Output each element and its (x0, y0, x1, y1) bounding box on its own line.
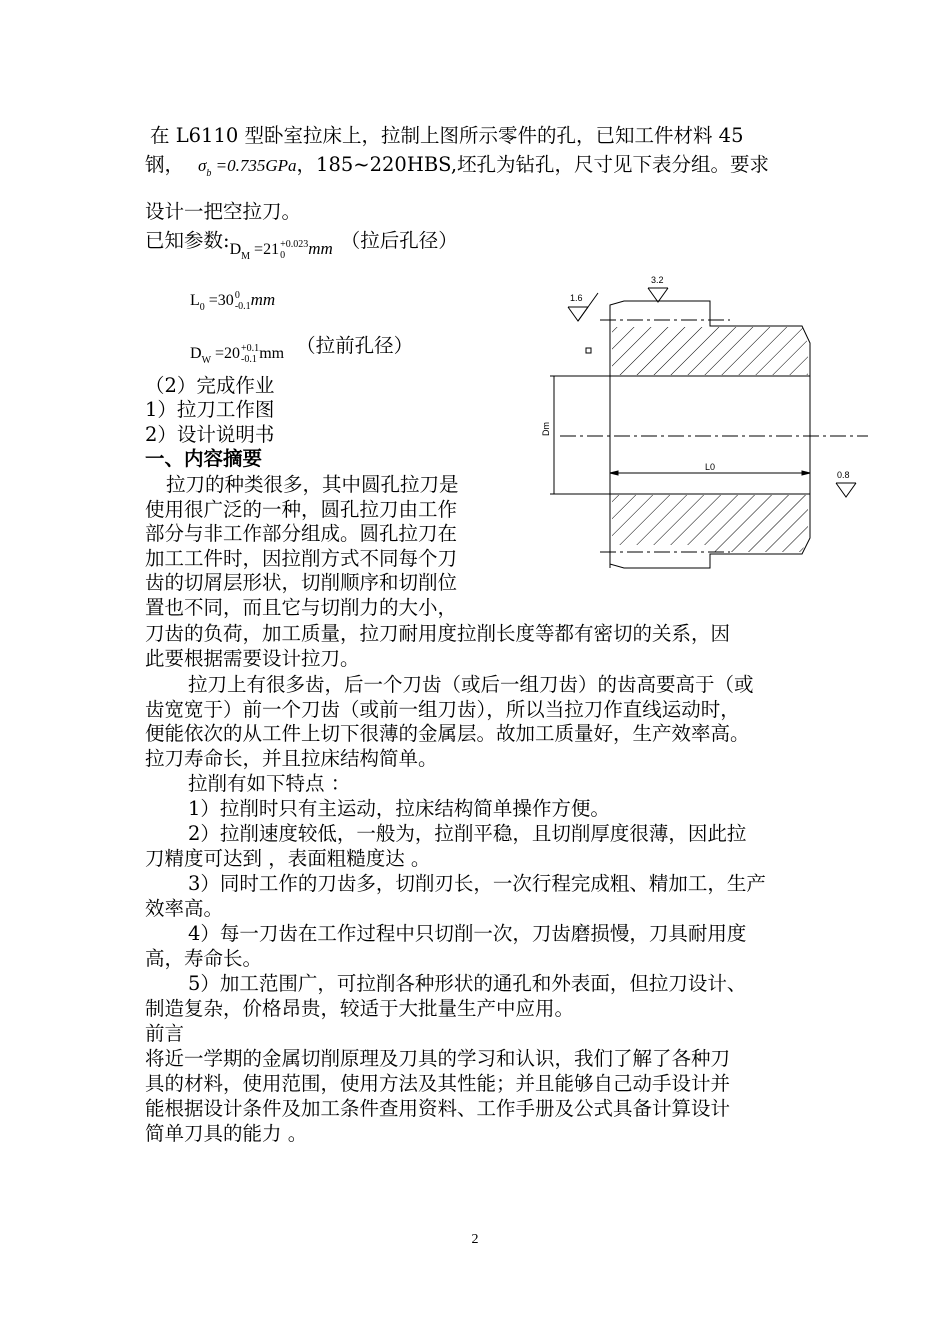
preface-line-2: 具的材料，使用范围，使用方法及其性能；并且能够自己动手设计并 (145, 1072, 731, 1095)
page-number: 2 (471, 1232, 479, 1247)
para2-line-2: 齿宽宽于）前一个刀齿（或前一组刀齿），所以当拉刀作直线运动时， (145, 698, 740, 721)
summary-line-7: 刀齿的负荷，加工质量，拉刀耐用度拉削长度等都有密切的关系，因 (145, 622, 731, 645)
task-heading: （2）完成作业 (145, 374, 275, 397)
roughness-symbol-right (836, 483, 856, 497)
feature-5-line-1: 5）加工范围广，可拉削各种形状的通孔和外表面，但拉刀设计、 (188, 972, 747, 995)
param-dm: 已知参数$:_{D_M =21+0.023 0 mm}$ （拉后孔径） (145, 229, 458, 262)
roughness-top-label: 3.2 (651, 275, 664, 285)
param-l0: $L_0 =300$ -0.1mm (190, 290, 276, 313)
feature-5-line-2: 制造复杂，价格昂贵，较适于大批量生产中应用。 (145, 997, 575, 1020)
feature-4-line-1: 4）每一刀齿在工作过程中只切削一次，刀齿磨损慢，刀具耐用度 (188, 922, 747, 945)
intro-line-3: 设计一把空拉刀。 (145, 200, 302, 223)
intro-line-1: 在 L6110 型卧室拉床上，拉制上图所示零件的孔，已知工件材料 45 (150, 124, 744, 147)
roughness-symbol-top (648, 288, 668, 302)
para2-line-4: 拉刀寿命长，并且拉床结构简单。 (145, 747, 438, 770)
param-dw: $_{D_W =20+0.1 -0.1 mm}$ （拉前孔径） (190, 334, 414, 366)
summary-line-1: 拉刀的种类很多，其中圆孔拉刀是 (166, 473, 459, 496)
summary-line-3: 部分与非工作部分组成。圆孔拉刀在 (145, 522, 458, 545)
dim-dm-label: Dm (541, 422, 551, 436)
summary-line-6: 置也不同，而且它与切削力的大小， (145, 596, 458, 619)
task-item-2: 2）设计说明书 (145, 423, 275, 446)
preface-line-1: 将近一学期的金属切削原理及刀具的学习和认识，我们了解了各种刀 (145, 1047, 731, 1070)
summary-line-4: 加工工件时，因拉削方式不同每个刀 (145, 547, 458, 570)
feature-4-line-2: 高，寿命长。 (145, 947, 263, 970)
section-hatch-bottom (612, 495, 808, 552)
preface-heading: 前言 (145, 1022, 185, 1045)
summary-line-2: 使用很广泛的一种，圆孔拉刀由工作 (145, 498, 458, 521)
part-drawing (540, 268, 870, 578)
small-square-mark (586, 348, 591, 353)
features-heading: 拉削有如下特点 ： (188, 772, 351, 795)
preface-line-4: 简单刀具的能力 。 (145, 1122, 308, 1145)
roughness-right-label: 0.8 (837, 470, 850, 480)
intro-line-2: 钢， $\sigma_b =0.735GPa$，185~220HBS,坯孔为钻孔，尺寸见下表分组。要求 (145, 153, 770, 179)
summary-line-5: 齿的切屑层形状，切削顺序和切削位 (145, 571, 458, 594)
section-hatch-top (612, 327, 808, 375)
preface-line-3: 能根据设计条件及加工条件查用资料、工作手册及公式具备计算设计 (145, 1097, 731, 1120)
feature-3-line-2: 效率高。 (145, 897, 224, 920)
task-item-1: 1）拉刀工作图 (145, 398, 275, 421)
dim-l0-label: L0 (705, 462, 716, 472)
feature-2-line-1: 2）拉削速度较低，一般为，拉削平稳，且切削厚度很薄，因此拉 (188, 822, 747, 845)
dimension-dm (550, 376, 610, 494)
para2-line-3: 便能依次的从工件上切下很薄的金属层。故加工质量好，生产效率高。 (145, 722, 750, 745)
feature-3-line-1: 3）同时工作的刀齿多，切削刃长，一次行程完成粗、精加工，生产 (188, 872, 766, 895)
summary-line-8: 此要根据需要设计拉刀。 (145, 647, 360, 670)
feature-1: 1）拉削时只有主运动，拉床结构简单操作方便。 (188, 797, 610, 820)
para2-line-1: 拉刀上有很多齿，后一个刀齿（或后一组刀齿）的齿高要高于（或 (188, 673, 754, 696)
roughness-left-label: 1.6 (570, 293, 583, 303)
section-summary-heading: 一、内容摘要 (145, 447, 263, 470)
feature-2-line-2: 刀精度可达到 ，表面粗糙度达 。 (145, 847, 431, 870)
